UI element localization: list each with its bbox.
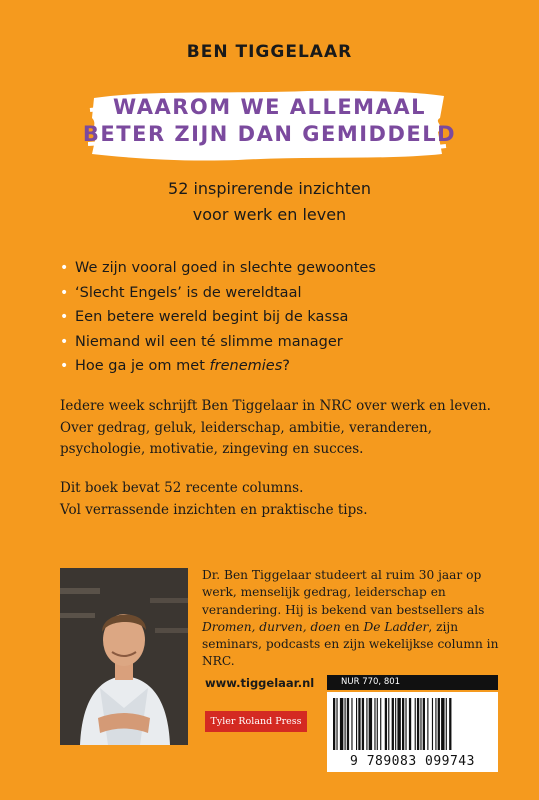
barcode-bar	[374, 698, 375, 750]
book-subtitle	[0, 176, 539, 228]
barcode-bar	[388, 698, 389, 750]
author-bio: Dr. Ben Tiggelaar studeert al ruim 30 jaar op werk, menselijk gedrag, leiderschap en verandering. Hij is bekend van bestsellers als Dromen, durven, doen en De Ladder, zijn seminars, podcasts en zijn wekelijkse column in NRC.	[202, 568, 499, 669]
barcode-bar	[417, 698, 419, 750]
barcode-bar	[449, 698, 451, 750]
barcode-bar	[397, 698, 400, 750]
barcode-bar	[366, 698, 367, 750]
barcode-bar	[336, 698, 337, 750]
bullet-icon: •	[60, 260, 69, 276]
list-item: • Een betere wereld begint bij de kassa	[60, 305, 500, 330]
list-item: • Hoe ga je om met frenemies?	[60, 354, 500, 379]
description-paragraph: Iedere week schrijft Ben Tiggelaar in NRC over werk en leven. Over gedrag, geluk, leiderschap, ambitie, veranderen, psychologie, motivatie, zingeving en succes.	[60, 398, 491, 457]
barcode-bar	[441, 698, 444, 750]
barcode-bar	[362, 698, 364, 750]
barcode-bar	[405, 698, 406, 750]
barcode-bars	[327, 692, 498, 752]
website-link[interactable]: www.tiggelaar.nl	[205, 676, 315, 690]
barcode-bar	[438, 698, 440, 750]
book-title-line-2: BETER ZIJN DAN GEMIDDELD	[82, 122, 457, 146]
bullet-icon: •	[60, 333, 69, 350]
barcode-bar	[347, 698, 349, 750]
list-item: • We zijn vooral goed in slechte gewoontes	[60, 256, 500, 281]
barcode-bar	[380, 698, 381, 750]
subtitle-line-2: voor werk en leven	[192, 205, 347, 224]
list-item: • Niemand wil een té slimme manager	[60, 330, 500, 355]
barcode-bar	[446, 698, 447, 750]
bullet-icon: •	[60, 358, 69, 375]
book-title	[0, 94, 539, 148]
barcode-bar	[351, 698, 352, 750]
barcode-bar	[345, 698, 346, 750]
barcode-bar	[340, 698, 343, 750]
barcode-bar	[333, 698, 335, 750]
contents-paragraph: Dit boek bevat 52 recente columns. Vol verrassende inzichten en praktische tips.	[60, 480, 368, 518]
book-title-line-1: WAAROM WE ALLEMAAL	[113, 95, 426, 119]
barcode-bar	[435, 698, 436, 750]
author-portrait-illustration	[60, 568, 188, 745]
barcode-bar	[409, 698, 411, 750]
barcode-bar	[385, 698, 387, 750]
barcode-bar	[369, 698, 372, 750]
list-item: • ‘Slecht Engels’ is de wereldtaal	[60, 281, 500, 306]
barcode-bar	[427, 698, 428, 750]
author-name: BEN TIGGELAAR	[186, 42, 353, 62]
barcode-bar	[395, 698, 396, 750]
barcode-bar	[377, 698, 378, 750]
publisher-logo: Tyler Roland Press	[205, 711, 307, 732]
barcode-bar	[423, 698, 425, 750]
highlight-list	[60, 256, 500, 379]
barcode-bar	[415, 698, 416, 750]
barcode-bar	[402, 698, 404, 750]
nur-code: NUR 770, 801	[327, 675, 498, 690]
subtitle-line-1: 52 inspirerende inzichten	[168, 179, 371, 198]
bullet-icon: •	[60, 309, 69, 326]
barcode-bar	[432, 698, 433, 750]
author-photo	[60, 568, 188, 745]
isbn-number: 9 789083 099743	[350, 754, 475, 769]
barcode-bar	[356, 698, 357, 750]
bullet-icon: •	[60, 284, 69, 301]
barcode-bar	[392, 698, 394, 750]
barcode-bar	[358, 698, 360, 750]
barcode-bar	[420, 698, 421, 750]
